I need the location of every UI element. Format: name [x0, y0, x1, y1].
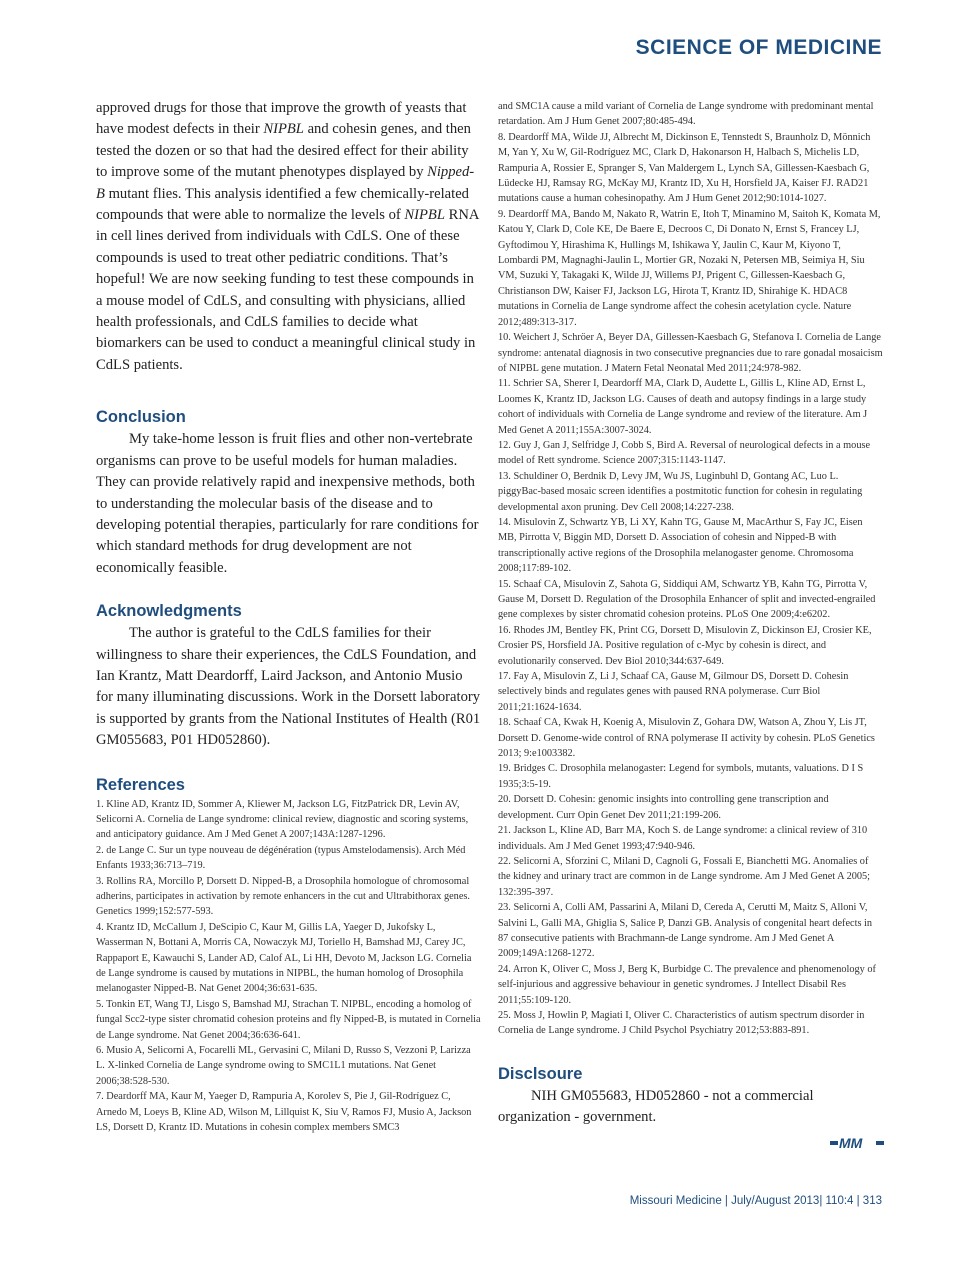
reference-item: 3. Rollins RA, Morcillo P, Dorsett D. Nipped-B, a Drosophila homologue of chromosomal adherins, participates in activation by remote enhancers in the cut and Ultrabithorax genes. — [96, 875, 470, 902]
acknowledgments-paragraph: The author is grateful to the CdLS families for their willingness to share their experiences, the CdLS Foundation, and Ian Krantz, Matt Deardorff, Laird Jackson, and Antonio Musio for many illuminating discussions. Work in the Dorsett laboratory is supported by grants from the National Institutes of Health (R01 GM055683, P01 HD052860). — [96, 625, 481, 749]
references-list-right — [498, 99, 883, 1039]
reference-item: 8. Deardorff MA, Wilde JJ, Albrecht M, Dickinson E, Tennstedt S, Braunholz D, Mönnich M, Yan Y, Xu W, Gil-Rodríguez MC, Clark D, Hakonarson H, Halbach S, Michelis LD, Rampuria A, Rossier E, Spranger S, Van Maldergem L, Lynch SA, Gillessen-Kaesbach G, Lüdecke HJ, Ramsay RG, McKay MJ, Krantz ID, Xu H, Horsfield JA, Kaiser FJ. RAD21 mutations cause a human cohesinopathy. Am J Hum Genet 2012;90:1014-1027. — [498, 131, 871, 205]
reference-item: 4. Krantz ID, McCallum J, DeScipio C, Kaur M, Gillis LA, Yaeger D, Jukofsky L, Wasserman N, Bottani A, Morris CA, Nowaczyk MJ, Toriello H, Bamshad MJ, Carey JC, Rappaport E, Kawauchi S, Lander AD, Calof AL, Li HH, Devoto M, Jackson LG. Cornelia de Lange syndrome is caused by mutations in NIPBL, the human homolog of Drosophila melanogaster Nipped-B. Nat Genet 2004;36:631-635. — [96, 921, 472, 995]
references-heading: References — [96, 775, 185, 794]
conclusion-heading: Conclusion — [96, 408, 186, 427]
reference-item: 2. de Lange C. Sur un type nouveau de dégénération (typus Amstelodamensis). Arch Méd Enfants 1933;36:713–719. — [96, 844, 466, 872]
reference-item: 16. Rhodes JM, Bentley FK, Print CG, Dorsett D, Misulovin Z, Dickinson EJ, Crosier KE, Crosier PS, Horsfield JA. Positive regulation of c-Myc by cohesin is direct, and evolutionarily conserved. Dev Biol 2010;344:637-649. — [498, 624, 872, 667]
missouri-medicine-logo — [836, 1136, 878, 1150]
reference-item: 11. Schrier SA, Sherer I, Deardorff MA, Clark D, Audette L, Gillis L, Kline AD, Ernst L, Loomes K, Krantz ID, Jackson LG. Causes of death and autopsy findings in a large study cohort of individuals with Cornelia de Lange syndrome and review of the literature. Am J Med Genet A 2011;155A:3007-3024. — [498, 378, 868, 436]
reference-item: 19. Bridges C. Drosophila melanogaster: Legend for symbols, mutants, valuations. D I S 1935;3:5-19. — [498, 763, 864, 790]
references-list-left — [96, 797, 481, 1136]
right-column — [498, 99, 883, 1129]
reference-item: 6. Musio A, Selicorni A, Focarelli ML, Gervasini C, Milani D, Russo S, Vezzoni P, Larizza L. X-linked Cornelia de Lange syndrome owing to SMC1L1 mutations. Nat Genet 2006;38:528-530. — [96, 1045, 471, 1087]
reference-item: 23. Selicorni A, Colli AM, Passarini A, Milani D, Cereda A, Cerutti M, Maitz S, Alloni V, Salvini L, Galli MA, Ghiglia S, Salice P, Danzi GB. Analysis of congenital heart defects in 87 consecutive patients with Brachmann-de Lange syndrome. Am J Med Genet A 2009;149A:1268-1272. — [498, 902, 873, 960]
disclosure-heading: Disclsoure — [498, 1064, 583, 1083]
reference-item: 7. Deardorff MA, Kaur M, Yaeger D, Rampuria A, Korolev S, Pie J, Gil-Rodríguez C, Arnedo M, Loeys B, Kline AD, Wilson M, Lillquist K, Siu V, Ramos FJ, Musio A, Jackson LS, Dorsett D, Krantz ID. Mutations in cohesin complex members SMC3 — [96, 1091, 472, 1134]
reference-item: 17. Fay A, Misulovin Z, Li J, Schaaf CA, Gause M, Gilmour DS, Dorsett D. Cohesin selectively binds and regulates genes with paused RNA polymerase. Curr Biol 2011;21:1624-1634. — [498, 671, 849, 713]
reference-item: 20. Dorsett D. Cohesin: genomic insights into controlling gene transcription and development. Curr Opin Genet Dev 2011;21:199-206. — [498, 794, 829, 821]
reference-item: 12. Guy J, Gan J, Selfridge J, Cobb S, Bird A. Reversal of neurological defects in a mouse model of Rett syndrome. Science 2007;315:1143-1147. — [498, 439, 871, 467]
reference-item: 18. Schaaf CA, Kwak H, Koenig A, Misulovin Z, Gohara DW, Watson A, Zhou Y, Lis JT, Dorsett D. Genome-wide control of RNA polymerase II activity by cohesin. PLoS Genetics 2013; 9:e1003382. — [498, 717, 875, 760]
reference-item: 13. Schuldiner O, Berdnik D, Levy JM, Wu JS, Luginbuhl D, Gontang AC, Luo L. piggyBac-based mosaic screen identifies a postmitotic function for cohesin in regulating developmental axon pruning. Dev Cell 2008;14:227-238. — [498, 470, 863, 513]
reference-item: 25. Moss J, Howlin P, Magiati I, Oliver C. Characteristics of autism spectrum disorder in Cornelia de Lange syndrome. J Child Psychol Psychiatry 2012;53:883-891. — [498, 1009, 865, 1037]
page-footer: Missouri Medicine | July/August 2013| 110:4 | 313 — [629, 1195, 882, 1207]
section-title: SCIENCE OF MEDICINE — [635, 36, 882, 59]
conclusion-paragraph: My take-home lesson is fruit flies and other non-vertebrate organisms can prove to be useful models for human maladies. They can provide relatively rapid and inexpensive methods, both to understanding the molecular basis of the disease and to developing potential therapies, particularly for rare conditions for which standard methods for drug development are not economically feasible. — [96, 431, 479, 576]
reference-item: 1. Kline AD, Krantz ID, Sommer A, Kliewer M, Jackson LG, FitzPatrick DR, Levin AV, Selicorni A. Cornelia de Lange syndrome: clinical review, diagnostic and scoring systems, and anticipatory guidance. Am J Med Genet A 2007;143A:1287-1296. — [96, 798, 469, 841]
reference-item: 21. Jackson L, Kline AD, Barr MA, Koch S. de Lange syndrome: a clinical review of 310 individuals. Am J Med Genet 1993;47:940-946. — [498, 825, 868, 852]
reference-item: 9. Deardorff MA, Bando M, Nakato R, Watrin E, Itoh T, Minamino M, Saitoh K, Komata M, Katou Y, Clark D, Cole KE, De Baere E, Decroos C, Di Donato N, Ernst S, Francey LJ, Gyftodimou Y, Hirashima K, Hullings M, Ishikawa Y, Jaulin C, Kaur M, Kiyono T, Lombardi PM, Magnaghi-Jaulin L, Mortier GR, Nozaki N, Petersen MB, Seimiya H, Siu VM, Suzuki Y, Takagaki K, Wilde JJ, Willems PJ, Prigent C, Gillessen-Kaesbach G, Christianson DW, Kaiser FJ, Jackson LG, Hirota T, Krantz ID, Shirahige K. HDAC8 mutations in Cornelia de Lange syndrome affect the cohesin acetylation cycle. Nature 2012;489:313-317. — [498, 208, 881, 328]
reference-item: 15. Schaaf CA, Misulovin Z, Sahota G, Siddiqui AM, Schwartz YB, Kahn TG, Pirrotta V, Gause M, Dorsett D. Regulation of the Drosophila Enhancer of split and invected-engrailed gene complexes by sister chromatid cohesion proteins. PLoS One 2009;4:e6202. — [498, 578, 876, 621]
reference-item: Genetics 1999;152:577-593. — [96, 906, 214, 918]
reference-item: 24. Arron K, Oliver C, Moss J, Berg K, Burbidge C. The prevalence and phenomenology of self-injurious and aggressive behaviour in genetic syndromes. J Intellect Disabil Res 2011;55:109-120. — [498, 963, 876, 1006]
disclosure-paragraph: NIH GM055683, HD052860 - not a commercial organization - government. — [498, 1087, 814, 1126]
reference-item: 14. Misulovin Z, Schwartz YB, Li XY, Kahn TG, Gause M, MacArthur S, Fay JC, Eisen MB, Pirrotta V, Biggin MD, Dorsett D. Association of cohesin and Nipped-B with transcriptionally active regions of the Drosophila melanogaster genome. Chromosoma 2008;117:89-102. — [498, 516, 863, 575]
reference-item: 5. Tonkin ET, Wang TJ, Lisgo S, Bamshad MJ, Strachan T. NIPBL, encoding a homolog of fungal Scc2-type sister chromatid cohesion proteins and fly Nipped-B, is mutated in Cornelia de Lange syndrome. Nat Genet 2004;36:636-641. — [96, 998, 481, 1041]
reference-item: and SMC1A cause a mild variant of Cornelia de Lange syndrome with predominant mental retardation. Am J Hum Genet 2007;80:485-494. — [498, 101, 874, 128]
left-column — [96, 98, 481, 1136]
reference-item: 10. Weichert J, Schröer A, Beyer DA, Gillessen-Kaesbach G, Stefanova I. Cornelia de Lange syndrome: antenatal diagnosis in two consecutive pregnancies due to rare gonadal mosaicism of NIPBL gene mutation. J Matern Fetal Neonatal Med 2011;24:978-982. — [498, 332, 883, 374]
intro-paragraph: approved drugs for those that improve the growth of yeasts that have modest defects in their NIPBL and cohesin genes, and then tested the dozen or so that had the desired effect for their ability to improve some of the mutant phenotypes displayed by Nipped-B mutant flies. This analysis identified a few chemically-related compounds that were able to normalize the levels of NIPBL RNA in cell lines derived from individuals with CdLS. One of these compounds is used to treat other pediatric conditions. That’s hopeful! We are now seeking funding to test these compounds in a mouse model of CdLS, and consulting with physicians, allied health professionals, and CdLS families to decide what biomarkers can be used to conduct a meaningful clinical study in CdLS patients. — [96, 100, 479, 373]
acknowledgments-heading: Acknowledgments — [96, 602, 242, 621]
logo-text: MM — [839, 1135, 863, 1151]
reference-item: 22. Selicorni A, Sforzini C, Milani D, Cagnoli G, Fossali E, Bianchetti MG. Anomalies of the kidney and urinary tract are common in de Lange syndrome. Am J Med Genet A 2005; 132:395-397. — [498, 855, 871, 898]
